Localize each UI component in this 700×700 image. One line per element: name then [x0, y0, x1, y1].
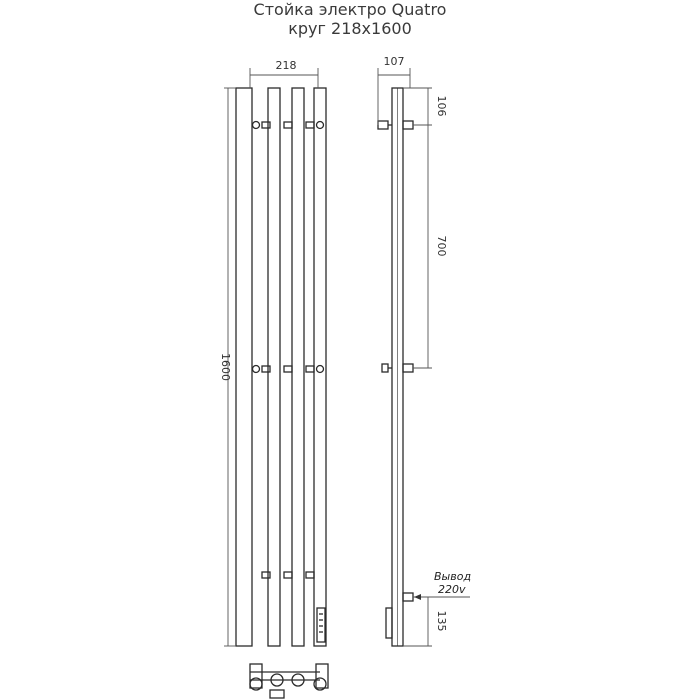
dim-bottom-offset-label: 135 — [435, 610, 448, 632]
dim-width-label: 218 — [275, 59, 297, 72]
front-top-connectors — [253, 122, 324, 129]
side-top-bracket — [378, 121, 413, 129]
front-middle-connectors — [253, 366, 324, 373]
bottom-view — [250, 664, 328, 698]
drawing-title: Стойка электро Quatro — [253, 0, 447, 19]
annotation-output-label: Вывод — [434, 570, 472, 583]
tube-4 — [314, 88, 326, 646]
side-view — [378, 88, 413, 646]
front-bottom-connectors — [262, 572, 314, 578]
tube-1 — [236, 88, 252, 646]
dim-spacing-label: 700 — [435, 235, 448, 257]
annotation-voltage-label: 220v — [438, 583, 466, 596]
tube-3 — [292, 88, 304, 646]
side-bottom-bracket — [403, 593, 413, 601]
heater-box — [317, 608, 325, 642]
dim-top-offset-label: 106 — [435, 95, 448, 117]
side-heater-box — [386, 608, 392, 638]
front-view — [236, 88, 326, 646]
drawing-subtitle: круг 218x1600 — [288, 19, 412, 38]
arrowhead-icon — [414, 594, 421, 600]
dim-height-label: 1600 — [219, 353, 232, 381]
dim-depth-label: 107 — [383, 55, 405, 68]
